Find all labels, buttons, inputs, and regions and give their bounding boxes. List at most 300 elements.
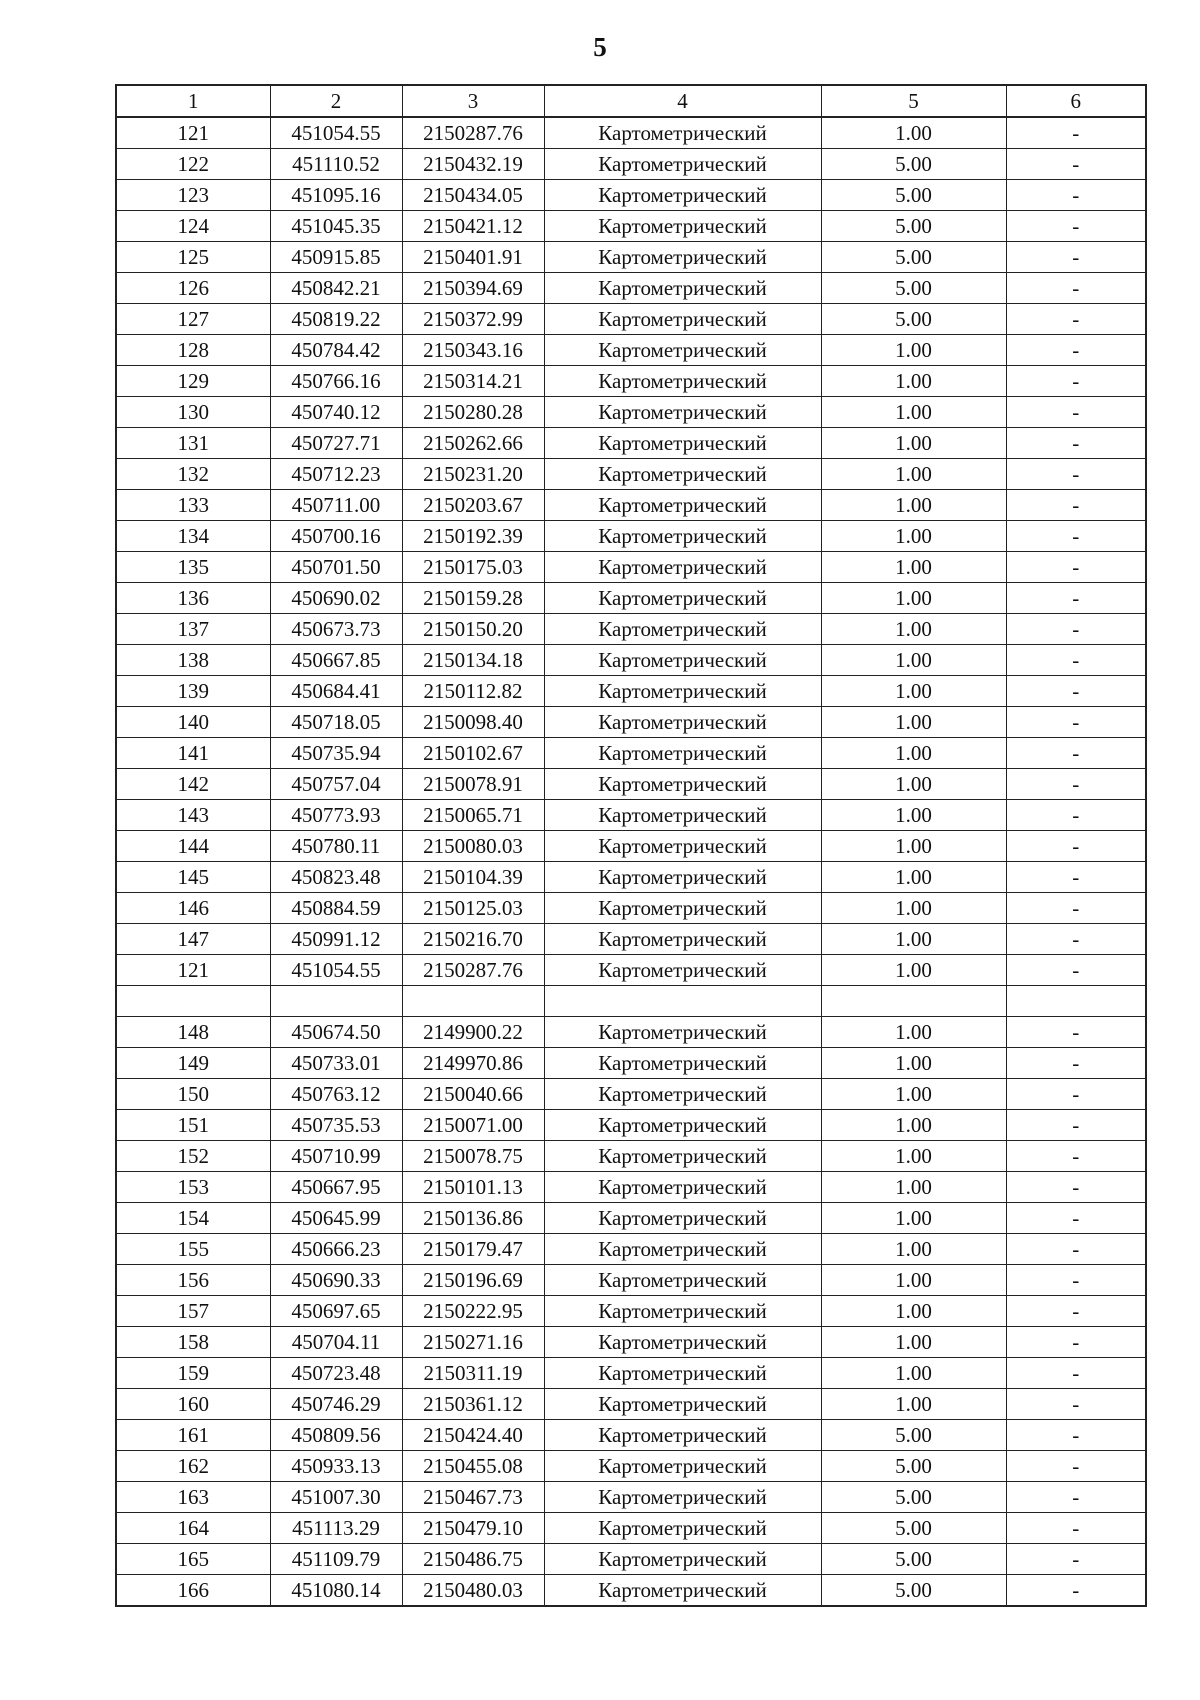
cell-x-coordinate: 450723.48 <box>270 1358 402 1389</box>
cell-accuracy: 5.00 <box>821 304 1006 335</box>
cell-y-coordinate: 2150196.69 <box>402 1265 544 1296</box>
cell-accuracy: 1.00 <box>821 459 1006 490</box>
cell-point-number: 138 <box>116 645 270 676</box>
cell-point-number: 166 <box>116 1575 270 1607</box>
cell-accuracy: 5.00 <box>821 180 1006 211</box>
cell-method: Картометрический <box>544 397 821 428</box>
cell-method: Картометрический <box>544 1575 821 1607</box>
cell-y-coordinate: 2150080.03 <box>402 831 544 862</box>
cell-method: Картометрический <box>544 955 821 986</box>
cell-note: - <box>1006 1017 1146 1048</box>
cell-y-coordinate: 2150343.16 <box>402 335 544 366</box>
cell-y-coordinate: 2150216.70 <box>402 924 544 955</box>
cell-x-coordinate: 450746.29 <box>270 1389 402 1420</box>
table-row <box>116 955 1146 986</box>
cell-y-coordinate: 2150467.73 <box>402 1482 544 1513</box>
cell-method: Картометрический <box>544 490 821 521</box>
cell-accuracy: 1.00 <box>821 1203 1006 1234</box>
header-cell-4: 4 <box>544 85 821 117</box>
cell-y-coordinate: 2149900.22 <box>402 1017 544 1048</box>
cell-accuracy: 1.00 <box>821 614 1006 645</box>
cell-note: - <box>1006 1389 1146 1420</box>
cell-note: - <box>1006 862 1146 893</box>
cell-x-coordinate: 450842.21 <box>270 273 402 304</box>
table-row <box>116 1234 1146 1265</box>
table-row <box>116 1172 1146 1203</box>
cell-accuracy: 1.00 <box>821 738 1006 769</box>
cell-point-number: 165 <box>116 1544 270 1575</box>
cell-method: Картометрический <box>544 924 821 955</box>
cell-x-coordinate: 450727.71 <box>270 428 402 459</box>
cell-x-coordinate: 450700.16 <box>270 521 402 552</box>
cell-x-coordinate: 451109.79 <box>270 1544 402 1575</box>
cell-point-number: 148 <box>116 1017 270 1048</box>
cell-point-number: 159 <box>116 1358 270 1389</box>
cell-method: Картометрический <box>544 521 821 552</box>
cell-method: Картометрический <box>544 1296 821 1327</box>
cell-note: - <box>1006 614 1146 645</box>
cell-y-coordinate: 2150287.76 <box>402 117 544 149</box>
cell-y-coordinate: 2150112.82 <box>402 676 544 707</box>
cell-note: - <box>1006 1265 1146 1296</box>
cell-point-number: 155 <box>116 1234 270 1265</box>
cell-y-coordinate: 2150040.66 <box>402 1079 544 1110</box>
cell-y-coordinate: 2150071.00 <box>402 1110 544 1141</box>
header-row <box>116 85 1146 117</box>
header-cell-1: 1 <box>116 85 270 117</box>
cell-accuracy <box>821 986 1006 1017</box>
table-row <box>116 304 1146 335</box>
cell-y-coordinate: 2150098.40 <box>402 707 544 738</box>
cell-accuracy: 1.00 <box>821 1389 1006 1420</box>
table-row <box>116 335 1146 366</box>
cell-x-coordinate: 450823.48 <box>270 862 402 893</box>
cell-point-number: 128 <box>116 335 270 366</box>
cell-method: Картометрический <box>544 180 821 211</box>
cell-accuracy: 1.00 <box>821 1079 1006 1110</box>
cell-note: - <box>1006 180 1146 211</box>
cell-point-number: 127 <box>116 304 270 335</box>
cell-method: Картометрический <box>544 335 821 366</box>
cell-x-coordinate: 450763.12 <box>270 1079 402 1110</box>
table-row <box>116 1389 1146 1420</box>
cell-y-coordinate: 2150192.39 <box>402 521 544 552</box>
cell-y-coordinate: 2150102.67 <box>402 738 544 769</box>
cell-y-coordinate: 2150314.21 <box>402 366 544 397</box>
table-row <box>116 1513 1146 1544</box>
table-row <box>116 831 1146 862</box>
cell-note: - <box>1006 1141 1146 1172</box>
cell-y-coordinate: 2150065.71 <box>402 800 544 831</box>
header-cell-3: 3 <box>402 85 544 117</box>
cell-note: - <box>1006 707 1146 738</box>
table-row <box>116 1017 1146 1048</box>
cell-accuracy: 1.00 <box>821 831 1006 862</box>
cell-method: Картометрический <box>544 614 821 645</box>
table-row <box>116 1420 1146 1451</box>
cell-x-coordinate: 450819.22 <box>270 304 402 335</box>
cell-y-coordinate: 2150280.28 <box>402 397 544 428</box>
cell-point-number: 150 <box>116 1079 270 1110</box>
table-row <box>116 1079 1146 1110</box>
table-row <box>116 1327 1146 1358</box>
cell-accuracy: 5.00 <box>821 1513 1006 1544</box>
cell-x-coordinate: 450667.95 <box>270 1172 402 1203</box>
cell-x-coordinate: 450915.85 <box>270 242 402 273</box>
cell-accuracy: 1.00 <box>821 1358 1006 1389</box>
cell-x-coordinate: 451080.14 <box>270 1575 402 1607</box>
cell-note: - <box>1006 335 1146 366</box>
cell-x-coordinate: 450780.11 <box>270 831 402 862</box>
cell-y-coordinate: 2150480.03 <box>402 1575 544 1607</box>
cell-point-number: 152 <box>116 1141 270 1172</box>
cell-accuracy: 1.00 <box>821 366 1006 397</box>
cell-x-coordinate: 450735.94 <box>270 738 402 769</box>
page-number: 5 <box>593 32 607 62</box>
cell-y-coordinate: 2150262.66 <box>402 428 544 459</box>
cell-x-coordinate: 450711.00 <box>270 490 402 521</box>
cell-accuracy: 5.00 <box>821 1451 1006 1482</box>
cell-method: Картометрический <box>544 707 821 738</box>
cell-point-number: 135 <box>116 552 270 583</box>
table-row <box>116 1482 1146 1513</box>
table-row <box>116 180 1146 211</box>
cell-x-coordinate: 451007.30 <box>270 1482 402 1513</box>
table-row <box>116 242 1146 273</box>
cell-method: Картометрический <box>544 1420 821 1451</box>
cell-note: - <box>1006 428 1146 459</box>
cell-method: Картометрический <box>544 1172 821 1203</box>
header-cell-6: 6 <box>1006 85 1146 117</box>
cell-y-coordinate: 2150424.40 <box>402 1420 544 1451</box>
table-row <box>116 428 1146 459</box>
cell-accuracy: 1.00 <box>821 1327 1006 1358</box>
cell-y-coordinate: 2150361.12 <box>402 1389 544 1420</box>
cell-point-number: 164 <box>116 1513 270 1544</box>
cell-method: Картометрический <box>544 1358 821 1389</box>
table-row <box>116 1203 1146 1234</box>
cell-accuracy: 5.00 <box>821 149 1006 180</box>
header-cell-2: 2 <box>270 85 402 117</box>
cell-y-coordinate: 2150372.99 <box>402 304 544 335</box>
table-row <box>116 1296 1146 1327</box>
cell-x-coordinate: 450809.56 <box>270 1420 402 1451</box>
cell-method: Картометрический <box>544 1017 821 1048</box>
cell-accuracy: 1.00 <box>821 490 1006 521</box>
cell-y-coordinate: 2150078.75 <box>402 1141 544 1172</box>
cell-note: - <box>1006 397 1146 428</box>
cell-accuracy: 1.00 <box>821 800 1006 831</box>
cell-x-coordinate: 450710.99 <box>270 1141 402 1172</box>
cell-note: - <box>1006 924 1146 955</box>
cell-accuracy: 1.00 <box>821 428 1006 459</box>
cell-accuracy: 5.00 <box>821 273 1006 304</box>
cell-point-number: 123 <box>116 180 270 211</box>
cell-x-coordinate: 451045.35 <box>270 211 402 242</box>
cell-x-coordinate: 451110.52 <box>270 149 402 180</box>
cell-method: Картометрический <box>544 1234 821 1265</box>
cell-point-number: 162 <box>116 1451 270 1482</box>
cell-accuracy: 5.00 <box>821 211 1006 242</box>
table-row <box>116 366 1146 397</box>
table-row <box>116 707 1146 738</box>
table-row <box>116 117 1146 149</box>
cell-y-coordinate: 2150175.03 <box>402 552 544 583</box>
cell-x-coordinate: 450740.12 <box>270 397 402 428</box>
cell-x-coordinate: 451095.16 <box>270 180 402 211</box>
table-row <box>116 1110 1146 1141</box>
cell-accuracy: 1.00 <box>821 924 1006 955</box>
cell-accuracy: 1.00 <box>821 769 1006 800</box>
cell-x-coordinate: 450933.13 <box>270 1451 402 1482</box>
cell-note: - <box>1006 769 1146 800</box>
cell-accuracy: 5.00 <box>821 1544 1006 1575</box>
cell-point-number: 157 <box>116 1296 270 1327</box>
cell-y-coordinate: 2150486.75 <box>402 1544 544 1575</box>
cell-y-coordinate: 2150434.05 <box>402 180 544 211</box>
cell-method: Картометрический <box>544 242 821 273</box>
cell-method: Картометрический <box>544 1079 821 1110</box>
cell-accuracy: 5.00 <box>821 1575 1006 1607</box>
cell-y-coordinate: 2150231.20 <box>402 459 544 490</box>
cell-note: - <box>1006 1575 1146 1607</box>
table-header <box>116 85 1146 117</box>
cell-note: - <box>1006 459 1146 490</box>
cell-x-coordinate: 450718.05 <box>270 707 402 738</box>
cell-x-coordinate: 450712.23 <box>270 459 402 490</box>
cell-y-coordinate: 2150101.13 <box>402 1172 544 1203</box>
cell-note: - <box>1006 831 1146 862</box>
cell-method: Картометрический <box>544 893 821 924</box>
cell-point-number: 160 <box>116 1389 270 1420</box>
table-row <box>116 521 1146 552</box>
table-row <box>116 738 1146 769</box>
cell-note: - <box>1006 273 1146 304</box>
cell-method: Картометрический <box>544 1482 821 1513</box>
cell-accuracy: 1.00 <box>821 707 1006 738</box>
cell-note: - <box>1006 738 1146 769</box>
cell-note: - <box>1006 552 1146 583</box>
cell-accuracy: 1.00 <box>821 1017 1006 1048</box>
cell-x-coordinate: 450766.16 <box>270 366 402 397</box>
cell-note: - <box>1006 1296 1146 1327</box>
cell-method: Картометрический <box>544 862 821 893</box>
cell-accuracy: 1.00 <box>821 117 1006 149</box>
cell-method: Картометрический <box>544 676 821 707</box>
cell-note: - <box>1006 211 1146 242</box>
table-row <box>116 397 1146 428</box>
cell-x-coordinate: 450784.42 <box>270 335 402 366</box>
cell-point-number: 158 <box>116 1327 270 1358</box>
cell-accuracy: 1.00 <box>821 955 1006 986</box>
table-row <box>116 211 1146 242</box>
cell-y-coordinate: 2149970.86 <box>402 1048 544 1079</box>
cell-x-coordinate <box>270 986 402 1017</box>
cell-accuracy: 5.00 <box>821 1420 1006 1451</box>
cell-method: Картометрический <box>544 769 821 800</box>
table-row <box>116 862 1146 893</box>
cell-accuracy: 1.00 <box>821 1141 1006 1172</box>
cell-point-number: 142 <box>116 769 270 800</box>
table-row <box>116 800 1146 831</box>
cell-x-coordinate: 450704.11 <box>270 1327 402 1358</box>
cell-point-number: 145 <box>116 862 270 893</box>
cell-method: Картометрический <box>544 117 821 149</box>
cell-x-coordinate: 450667.85 <box>270 645 402 676</box>
cell-note: - <box>1006 583 1146 614</box>
cell-point-number: 131 <box>116 428 270 459</box>
table-row <box>116 583 1146 614</box>
cell-accuracy: 1.00 <box>821 397 1006 428</box>
cell-note: - <box>1006 1420 1146 1451</box>
cell-point-number: 156 <box>116 1265 270 1296</box>
table-row <box>116 614 1146 645</box>
table-row <box>116 1048 1146 1079</box>
cell-note: - <box>1006 1110 1146 1141</box>
cell-method: Картометрический <box>544 211 821 242</box>
table-row <box>116 1265 1146 1296</box>
cell-y-coordinate: 2150401.91 <box>402 242 544 273</box>
cell-method: Картометрический <box>544 831 821 862</box>
table-row <box>116 676 1146 707</box>
cell-method: Картометрический <box>544 1327 821 1358</box>
cell-x-coordinate: 450690.33 <box>270 1265 402 1296</box>
cell-x-coordinate: 451113.29 <box>270 1513 402 1544</box>
cell-note: - <box>1006 645 1146 676</box>
cell-y-coordinate: 2150104.39 <box>402 862 544 893</box>
cell-point-number: 147 <box>116 924 270 955</box>
cell-point-number: 126 <box>116 273 270 304</box>
cell-method: Картометрический <box>544 738 821 769</box>
cell-method: Картометрический <box>544 583 821 614</box>
table-row <box>116 769 1146 800</box>
cell-y-coordinate: 2150479.10 <box>402 1513 544 1544</box>
cell-note: - <box>1006 893 1146 924</box>
cell-method: Картометрический <box>544 1141 821 1172</box>
header-cell-5: 5 <box>821 85 1006 117</box>
cell-x-coordinate: 450645.99 <box>270 1203 402 1234</box>
table-row <box>116 1451 1146 1482</box>
cell-point-number: 140 <box>116 707 270 738</box>
cell-point-number: 144 <box>116 831 270 862</box>
cell-note: - <box>1006 955 1146 986</box>
cell-note: - <box>1006 1327 1146 1358</box>
coordinates-table <box>115 84 1147 1607</box>
cell-x-coordinate: 450674.50 <box>270 1017 402 1048</box>
cell-point-number: 146 <box>116 893 270 924</box>
cell-point-number: 134 <box>116 521 270 552</box>
table-row <box>116 459 1146 490</box>
cell-method: Картометрический <box>544 645 821 676</box>
cell-accuracy: 1.00 <box>821 676 1006 707</box>
cell-note: - <box>1006 1079 1146 1110</box>
cell-point-number: 151 <box>116 1110 270 1141</box>
cell-note <box>1006 986 1146 1017</box>
cell-method: Картометрический <box>544 149 821 180</box>
table-row <box>116 893 1146 924</box>
cell-point-number: 121 <box>116 955 270 986</box>
cell-method: Картометрический <box>544 1203 821 1234</box>
cell-note: - <box>1006 1451 1146 1482</box>
cell-method: Картометрический <box>544 428 821 459</box>
cell-note: - <box>1006 149 1146 180</box>
cell-x-coordinate: 451054.55 <box>270 955 402 986</box>
cell-method: Картометрический <box>544 800 821 831</box>
cell-note: - <box>1006 490 1146 521</box>
cell-y-coordinate <box>402 986 544 1017</box>
cell-point-number: 132 <box>116 459 270 490</box>
cell-method: Картометрический <box>544 1048 821 1079</box>
cell-point-number: 133 <box>116 490 270 521</box>
cell-method <box>544 986 821 1017</box>
cell-method: Картометрический <box>544 1389 821 1420</box>
cell-note: - <box>1006 366 1146 397</box>
table-row <box>116 149 1146 180</box>
table-row <box>116 924 1146 955</box>
cell-y-coordinate: 2150078.91 <box>402 769 544 800</box>
cell-accuracy: 1.00 <box>821 645 1006 676</box>
cell-accuracy: 1.00 <box>821 583 1006 614</box>
cell-accuracy: 1.00 <box>821 1048 1006 1079</box>
cell-x-coordinate: 450991.12 <box>270 924 402 955</box>
cell-y-coordinate: 2150271.16 <box>402 1327 544 1358</box>
cell-note: - <box>1006 1203 1146 1234</box>
cell-note: - <box>1006 1544 1146 1575</box>
cell-x-coordinate: 450690.02 <box>270 583 402 614</box>
cell-point-number: 129 <box>116 366 270 397</box>
cell-x-coordinate: 450673.73 <box>270 614 402 645</box>
cell-x-coordinate: 450735.53 <box>270 1110 402 1141</box>
cell-x-coordinate: 450666.23 <box>270 1234 402 1265</box>
cell-x-coordinate: 450684.41 <box>270 676 402 707</box>
table-row <box>116 1358 1146 1389</box>
cell-note: - <box>1006 117 1146 149</box>
cell-point-number <box>116 986 270 1017</box>
table-row <box>116 1141 1146 1172</box>
cell-note: - <box>1006 1172 1146 1203</box>
cell-y-coordinate: 2150421.12 <box>402 211 544 242</box>
table-row <box>116 1575 1146 1607</box>
table-row <box>116 645 1146 676</box>
cell-accuracy: 5.00 <box>821 242 1006 273</box>
cell-point-number: 143 <box>116 800 270 831</box>
cell-point-number: 137 <box>116 614 270 645</box>
cell-method: Картометрический <box>544 459 821 490</box>
cell-y-coordinate: 2150203.67 <box>402 490 544 521</box>
cell-y-coordinate: 2150311.19 <box>402 1358 544 1389</box>
table-row <box>116 986 1146 1017</box>
cell-method: Картометрический <box>544 552 821 583</box>
cell-method: Картометрический <box>544 1265 821 1296</box>
cell-method: Картометрический <box>544 304 821 335</box>
cell-x-coordinate: 450733.01 <box>270 1048 402 1079</box>
cell-y-coordinate: 2150222.95 <box>402 1296 544 1327</box>
cell-accuracy: 1.00 <box>821 1172 1006 1203</box>
cell-point-number: 139 <box>116 676 270 707</box>
cell-accuracy: 1.00 <box>821 893 1006 924</box>
cell-accuracy: 1.00 <box>821 1265 1006 1296</box>
cell-accuracy: 1.00 <box>821 1110 1006 1141</box>
cell-y-coordinate: 2150134.18 <box>402 645 544 676</box>
cell-point-number: 163 <box>116 1482 270 1513</box>
table-row <box>116 490 1146 521</box>
cell-x-coordinate: 450884.59 <box>270 893 402 924</box>
cell-x-coordinate: 450701.50 <box>270 552 402 583</box>
cell-point-number: 121 <box>116 117 270 149</box>
cell-method: Картометрический <box>544 1544 821 1575</box>
cell-y-coordinate: 2150159.28 <box>402 583 544 614</box>
cell-note: - <box>1006 521 1146 552</box>
